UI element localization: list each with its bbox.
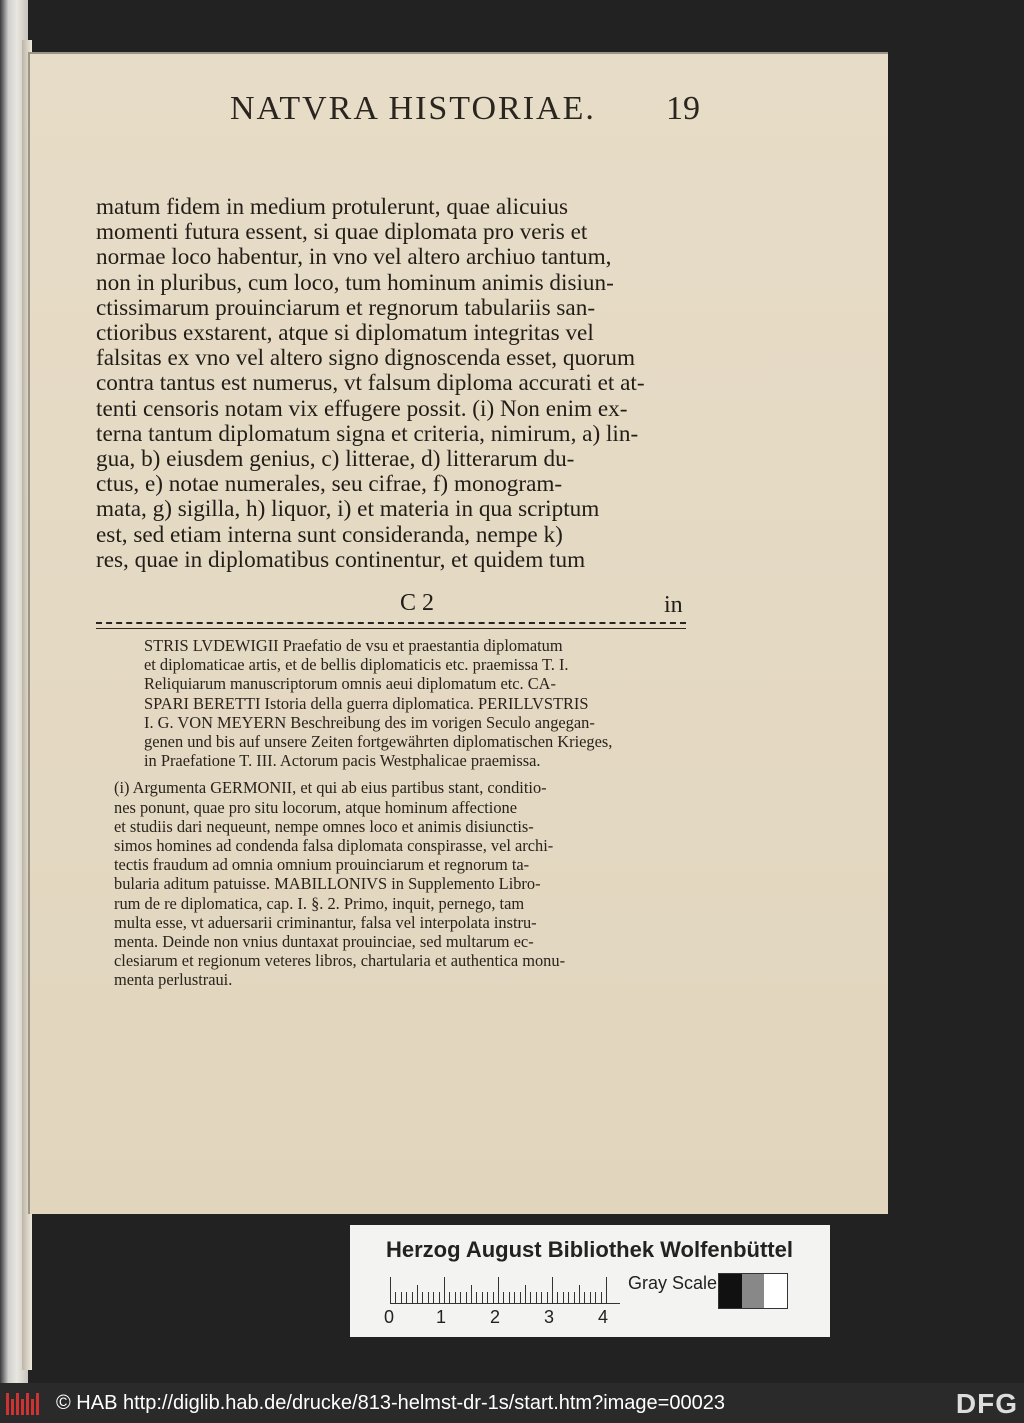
ruler-tick	[541, 1292, 542, 1303]
body-line: terna tantum diplomatum signa et criteria, nimirum, a) lin-	[96, 420, 639, 447]
ruler-tick	[590, 1292, 591, 1303]
hab-logo-icon	[6, 1391, 42, 1415]
body-line: normae loco habentur, in vno vel altero archiuo tantum,	[96, 244, 612, 271]
body-line: matum fidem in medium protulerunt, quae alicuius	[96, 194, 569, 220]
gray-scale-swatches	[718, 1273, 788, 1309]
ruler-tick	[530, 1292, 531, 1303]
ruler-tick	[525, 1285, 526, 1303]
ruler-tick	[412, 1292, 413, 1303]
gray-scale-label: Gray Scale	[628, 1273, 718, 1293]
body-line: contra tantus est numerus, vt falsum diploma accurati et at-	[96, 370, 645, 397]
signature-mark: C 2	[400, 590, 435, 616]
ruler-tick	[460, 1292, 461, 1303]
ruler-tick	[487, 1292, 488, 1303]
footnote-line: et diplomaticae artis, et de bellis diplomaticis etc. praemissa T. I.	[144, 655, 569, 675]
card-title: Herzog August Bibliothek Wolfenbüttel	[386, 1237, 793, 1262]
footnote-line: multa esse, vt aduersarii criminantur, falsa vel interpolata instru-	[114, 912, 537, 932]
ruler-tick	[466, 1292, 467, 1303]
footnote-line: clesiarum et regionum veteres libros, chartularia et authentica monu-	[114, 951, 566, 971]
ruler-tick	[498, 1277, 499, 1303]
ruler-tick	[422, 1292, 423, 1303]
ruler-label: 0	[384, 1307, 395, 1327]
catchword: in	[664, 592, 683, 618]
ruler-labels	[380, 1307, 620, 1329]
footnote-line: STRIS LVDEWIGII Praefatio de vsu et praestantia diplomatum	[144, 636, 563, 655]
ruler-tick	[503, 1292, 504, 1303]
body-line: est, sed etiam interna sunt consideranda, nempe k)	[96, 521, 563, 548]
ruler-label: 1	[436, 1307, 447, 1327]
footnote-line: simos homines ad condenda falsa diplomata conspirasse, vel archi-	[114, 836, 554, 856]
footnote-line: bularia aditum patuisse. MABILLONIVS in Supplemento Libro-	[114, 874, 541, 894]
body-line: non in pluribus, cum loco, tum hominum animis disiun-	[96, 269, 614, 296]
body-line: res, quae in diplomatibus continentur, et quidem tum	[96, 546, 586, 573]
ruler-tick	[444, 1277, 445, 1303]
ruler-tick	[433, 1292, 434, 1303]
ruler-tick	[509, 1292, 510, 1303]
gray-swatch	[764, 1274, 787, 1308]
gray-swatch	[742, 1274, 765, 1308]
footnotes	[100, 636, 688, 990]
footer-bar	[0, 1383, 1024, 1423]
ruler-label: 2	[490, 1307, 501, 1327]
footnote-line: menta perlustraui.	[114, 970, 233, 990]
ruler-tick	[439, 1292, 440, 1303]
body-line: gua, b) eiusdem genius, c) litterae, d) litterarum du-	[96, 446, 575, 473]
ruler-tick	[395, 1292, 396, 1303]
body-line: mata, g) sigilla, h) liquor, i) et materia in qua scriptum	[96, 496, 600, 523]
ruler-tick	[563, 1292, 564, 1303]
footnote-line: rum de re diplomatica, cap. I. §. 2. Primo, inquit, pernego, tam	[114, 893, 525, 913]
ruler-tick	[606, 1277, 607, 1303]
ruler-tick	[390, 1277, 391, 1303]
gray-swatch	[719, 1274, 742, 1308]
ruler-tick	[568, 1292, 569, 1303]
ruler-tick	[547, 1292, 548, 1303]
ruler-tick	[428, 1292, 429, 1303]
ruler-tick	[406, 1292, 407, 1303]
running-title: NATVRA HISTORIAE.	[230, 90, 596, 127]
ruler-tick	[579, 1285, 580, 1303]
ruler-tick	[552, 1277, 553, 1303]
page-header	[230, 90, 700, 140]
ruler-label: 4	[598, 1307, 609, 1327]
ruler-tick	[476, 1292, 477, 1303]
ruler-tick	[471, 1285, 472, 1303]
color-card	[350, 1225, 830, 1337]
body-line: falsitas ex vno vel altero signo dignoscenda esset, quorum	[96, 345, 635, 372]
footnote-line: et studiis dari nequeunt, nempe omnes loco et animis disiunctis-	[114, 816, 534, 836]
body-line: ctissimarum prouinciarum et regnorum tabulariis san-	[96, 294, 596, 321]
body-line: ctioribus exstarent, atque si diplomatum integritas vel	[96, 320, 594, 347]
footnote-continuation	[144, 636, 688, 770]
footnote-line: I. G. VON MEYERN Beschreibung des im vorigen Seculo angegan-	[144, 712, 595, 732]
ruler-tick	[584, 1292, 585, 1303]
ruler-label: 3	[544, 1307, 555, 1327]
dfg-logo: DFG	[955, 1388, 1018, 1419]
ruler-tick	[520, 1292, 521, 1303]
footnote-line: genen und bis auf unsere Zeiten fortgewährten diplomatischen Krieges,	[144, 732, 613, 752]
ruler-tick	[482, 1292, 483, 1303]
body-text	[96, 195, 691, 573]
ruler-tick	[449, 1292, 450, 1303]
footnote-line: nes ponunt, quae pro situ locorum, atque hominum affectione	[114, 797, 517, 817]
ruler-tick	[493, 1292, 494, 1303]
copyright-url[interactable]: © HAB http://diglib.hab.de/drucke/813-helmst-dr-1s/start.htm?image=00023	[56, 1392, 725, 1414]
footnote-line: tectis fraudum ad omnia omnium prouinciarum et regnorum ta-	[114, 855, 530, 875]
ruler-tick	[417, 1285, 418, 1303]
ruler-scale	[390, 1275, 620, 1304]
footnote-line: (i) Argumenta GERMONII, et qui ab eius partibus stant, conditio-	[114, 778, 547, 798]
footnote-rule	[96, 622, 686, 629]
page-number: 19	[666, 90, 700, 127]
ruler-tick	[401, 1292, 402, 1303]
footnote-line: SPARI BERETTI Istoria della guerra diplomatica. PERILLVSTRIS	[144, 693, 589, 713]
body-line: tenti censoris notam vix effugere possit. (i) Non enim ex-	[96, 395, 628, 422]
body-line: momenti futura essent, si quae diplomata pro veris et	[96, 219, 588, 246]
ruler-tick	[557, 1292, 558, 1303]
ruler-tick	[514, 1292, 515, 1303]
ruler-tick	[455, 1292, 456, 1303]
ruler-tick	[601, 1292, 602, 1303]
ruler-tick	[595, 1292, 596, 1303]
footnote-line: Reliquiarum manuscriptorum omnis aeui diplomatum etc. CA-	[144, 674, 556, 694]
footnote-i	[100, 778, 688, 989]
footnote-line: menta. Deinde non vnius duntaxat prouinciae, sed multarum ec-	[114, 932, 534, 952]
body-line: ctus, e) notae numerales, seu cifrae, f) monogram-	[96, 471, 563, 498]
ruler-tick	[574, 1292, 575, 1303]
ruler-tick	[536, 1292, 537, 1303]
footnote-line: in Praefatione T. III. Actorum pacis Westphalicae praemissa.	[144, 751, 541, 771]
